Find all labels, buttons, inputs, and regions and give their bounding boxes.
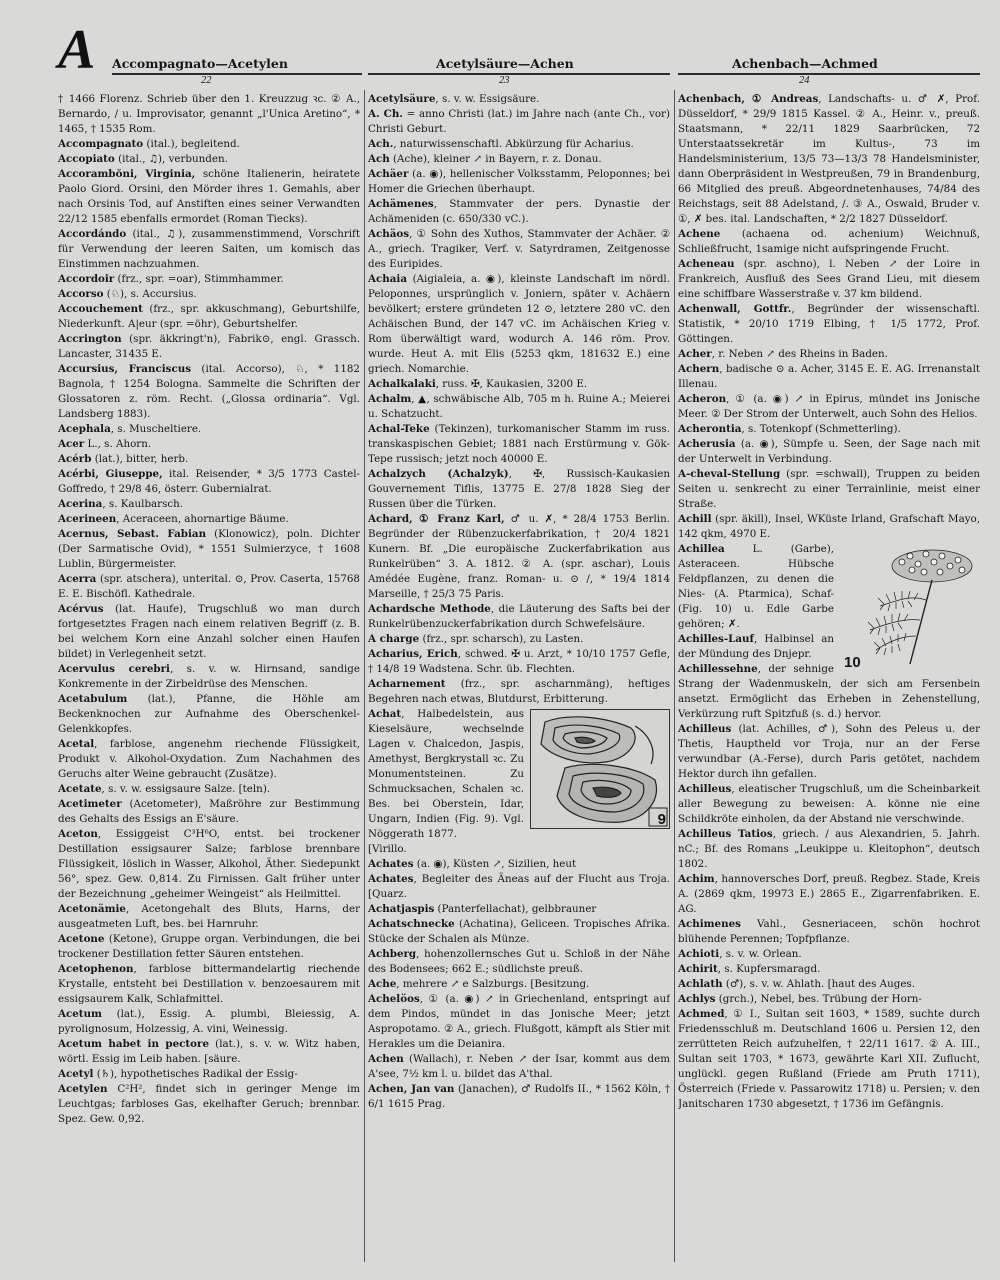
dictionary-entry	[678, 92, 980, 227]
page-number-center: 23	[494, 75, 515, 86]
entry-headword: Ach	[368, 153, 390, 165]
entry-text: , Halbedelstein, aus Kieselsäure, wechselnde Lagen v. Chalcedon, Jaspis, Amethyst, Bergkrystall ꝛc. Zu Monumentsteinen. Zu Schmucksachen, Schalen ꝛc. Bes. bei Oberstein, Idar, Ungarn, Indien (Fig. 9). Vgl. Nöggerath 1877.	[368, 708, 524, 840]
entry-headword: Acérbi, Giuseppe,	[58, 468, 163, 480]
dictionary-entry	[58, 737, 360, 782]
entry-text: , ① Sohn des Xuthos, Stammvater der Achäer. ② A., griech. Tragiker, Verf. v. Satyrdramen, Zeitgenosse des Euripides.	[368, 228, 670, 270]
dictionary-entry	[368, 377, 670, 392]
dictionary-entry	[678, 512, 980, 542]
entry-text: (lat.), Pfanne, die Höhle am Beckenknochen zur Aufnahme des Oberschenkel-Gelenkkopfes.	[58, 693, 360, 735]
header-rule-center	[368, 73, 670, 75]
entry-text: C²H², findet sich in geringer Menge im Leuchtgas; farbloses Gas, ekelhafter Geruch; brennbar. Spez. Gew. 0,92.	[58, 1083, 360, 1125]
dictionary-entry	[368, 917, 670, 947]
entry-text: (Tekinzen), turkomanischer Stamm im russ. transkaspischen Gebiet; 1881 nach Erstürmung v. Gök-Tepe russisch; jetzt noch 40000 E.	[368, 423, 670, 465]
dictionary-entry	[58, 782, 360, 797]
entry-text: (♄), hypothetisches Radikal der Essig-	[93, 1068, 298, 1080]
entry-headword: Achilles-Lauf	[678, 633, 754, 645]
entry-headword: Achmed	[678, 1008, 725, 1020]
entry-text: , Aceraceen, ahornartige Bäume.	[116, 513, 289, 525]
dictionary-entry	[678, 257, 980, 302]
entry-headword: Acetabulum	[58, 693, 128, 705]
entry-text: (spr. atschera), unterital. ⊙, Prov. Caserta, 15768 E. E. Bischöfl. Kathedrale.	[58, 573, 360, 600]
entry-headword: Accorso	[58, 288, 104, 300]
entry-text: (Wallach), r. Neben ↗ der Isar, kommt aus dem A'see, 7½ km l. u. bildet das A'thal.	[368, 1053, 670, 1080]
entry-text: (Janachen), ♂ Rudolfs II., * 1562 Köln, † 6/1 1615 Prag.	[368, 1083, 670, 1110]
dictionary-entry	[58, 272, 360, 287]
entry-headword: Achilleus	[678, 723, 732, 735]
entry-headword: Acherusia	[678, 438, 736, 450]
entry-headword: Accursius, Franciscus	[58, 363, 191, 375]
entry-headword: Achern	[678, 363, 720, 375]
entry-text: (lat.), Essig. A. plumbi, Bleiessig, A. pyrolignosum, Holzessig, A. vini, Weinessig.	[58, 1008, 360, 1035]
entry-text: (achaena od. achenium) Weichnuß, Schließfrucht, 1samige nicht aufspringende Frucht.	[678, 228, 980, 255]
entry-text: L. (Garbe), Asteraceen. Hübsche Feldpflanzen, zu denen die Nies- (A. Ptarmica), Schaf- (Fig. 10) u. Edle Garbe gehören; ✗.	[678, 543, 834, 630]
entry-text: , schwed. ✠ u. Arzt, * 10/10 1757 Gefle, † 14/8 19 Wadstena. Schr. üb. Flechten.	[368, 648, 670, 675]
entry-text: ♂ u. ✗, * 28/4 1753 Berlin. Begründer der Rübenzuckerfabrikation, † 20/4 1821 Kunern. Bf. „Die europäische Zuckerfabrikation aus Runkelrüben“ 3. A. 1812. ② A. (spr. aschar), Louis Amédée Eugène, franz. Roman- u. ⊙ /, * 19/4 1814 Marseille, † 25/3 75 Paris.	[368, 513, 670, 600]
dictionary-entry	[368, 422, 670, 467]
dictionary-entry	[368, 992, 670, 1052]
entry-text: (ital., ♫), verbunden.	[114, 153, 228, 165]
entry-text: = anno Christi (lat.) im Jahre nach (ante Ch., vor) Christi Geburt.	[368, 108, 670, 135]
entry-text: , farblose, angenehm riechende Flüssigkeit, Produkt v. Alkohol-Oxydation. Zum Nachahmen des Geruchs alter Weine gebraucht (Zusätze).	[58, 738, 360, 780]
column-left	[58, 92, 360, 1262]
entry-text: (grch.), Nebel, bes. Trübung der Horn-	[715, 993, 922, 1005]
dictionary-entry	[58, 1037, 360, 1067]
entry-text: (spr. äkill), Insel, WKüste Irland, Grafschaft Mayo, 142 qkm, 4970 E.	[678, 513, 980, 540]
entry-headword: Achates	[368, 858, 414, 870]
entry-headword: Achaia	[368, 273, 408, 285]
entry-headword: Achillessehne	[678, 663, 758, 675]
dictionary-entry	[58, 167, 360, 227]
entry-headword: Achillea	[678, 543, 725, 555]
entry-headword: Achäer	[368, 168, 409, 180]
entry-text: , farblose bittermandelartig riechende Krystalle, entsteht bei Destillation v. benzoesaurem mit essigsaurem Kalk, Schlafmittel.	[58, 963, 360, 1005]
page-number-left: 22	[196, 75, 217, 86]
running-head-right: Achenbach—Achmed	[732, 56, 878, 71]
entry-headword: Acerra	[58, 573, 97, 585]
dictionary-entry	[58, 827, 360, 902]
entry-headword: Achates	[368, 873, 414, 885]
dictionary-entry	[368, 602, 670, 632]
entry-text: , russ. ✠, Kaukasien, 3200 E.	[435, 378, 588, 390]
dictionary-entry	[368, 872, 670, 902]
entry-headword: A-cheval-Stellung	[678, 468, 781, 480]
entry-text: (Aigialeia, a. ◉), kleinste Landschaft im nördl. Peloponnes, ursprünglich v. Joniern, später v. Achäern bevölkert; erstere gründeten 12 ⊙, letztere 280 vC. den Achäischen Bund, der 147 vC. im Achäischen Krieg v. Rom überwältigt ward, wodurch A. 146 röm. Prov. wurde. Heut A. mit Elis (5253 qkm, 181632 E.) eine griech. Nomarchie.	[368, 273, 670, 375]
dictionary-entry	[678, 362, 980, 392]
entry-headword: Achill	[678, 513, 712, 525]
entry-headword: Achäos	[368, 228, 410, 240]
dictionary-entry	[58, 467, 360, 497]
entry-headword: Achelöos	[368, 993, 420, 1005]
dictionary-entry	[678, 917, 980, 947]
entry-text: (Ache), kleiner ↗ in Bayern, r. z. Donau.	[389, 153, 602, 165]
entry-headword: Acetone	[58, 933, 105, 945]
dictionary-entry	[58, 1082, 360, 1127]
dictionary-entry	[368, 107, 670, 137]
entry-headword: Accordoir	[58, 273, 115, 285]
entry-text: [Virillo.	[368, 843, 407, 855]
dictionary-entry	[58, 572, 360, 602]
entry-text: , s. v. w. essigsaure Salze. [teln).	[101, 783, 271, 795]
entry-text: , ▲, schwäbische Alb, 705 m h. Ruine A.; Meierei u. Schatzucht.	[368, 393, 670, 420]
dictionary-entry	[58, 962, 360, 1007]
entry-headword: Accouchement	[58, 303, 143, 315]
dictionary-entry	[58, 797, 360, 827]
column-divider	[674, 90, 675, 1262]
entry-headword: Acheron	[678, 393, 727, 405]
entry-text: (lat. Achilles, ♂), Sohn des Peleus u. der Thetis, Hauptheld vor Troja, nur an der Ferse verwundbar (A.-Ferse), durch Paris getötet, nachdem Hektor durch ihn gefallen.	[678, 723, 980, 780]
entry-headword: Acharius, Erich	[368, 648, 458, 660]
dictionary-entry	[58, 527, 360, 572]
dictionary-entry	[678, 872, 980, 917]
entry-text: (Acetometer), Maßröhre zur Bestimmung des Gehalts des Essigs an E'säure.	[58, 798, 360, 825]
entry-headword: Achlath	[678, 978, 723, 990]
entry-text: (lat. Haufe), Trugschluß wo man durch fortgesetztes Fragen nach einem relativen Begriff (z. B. bei welchem Korn eine Anzahl solcher einen Haufen bildet) in Verlegenheit setzt.	[58, 603, 360, 660]
entry-headword: Acharnement	[368, 678, 446, 690]
entry-headword: Accorambŏni, Virginia,	[58, 168, 196, 180]
entry-text: , s. v. w. Orlean.	[719, 948, 802, 960]
dictionary-entry	[58, 302, 360, 332]
entry-headword: Achberg	[368, 948, 417, 960]
running-head-left: Accompagnato—Acetylen	[112, 56, 288, 71]
entry-text: (lat.), bitter, herb.	[91, 453, 189, 465]
entry-headword: Acerina	[58, 498, 103, 510]
entry-headword: Achalkalaki	[368, 378, 436, 390]
entry-text: (Ketone), Gruppe organ. Verbindungen, die bei trockener Destillation fetter Säuren entstehen.	[58, 933, 360, 960]
dictionary-entry	[678, 422, 980, 437]
entry-text: , naturwissenschaftl. Abkürzung für Acharius.	[393, 138, 634, 150]
entry-text: , s. v. w. Hirnsand, sandige Konkremente in der Zirbeldrüse des Menschen.	[58, 663, 360, 690]
entry-headword: Achioti	[678, 948, 720, 960]
dictionary-entry	[58, 152, 360, 167]
dictionary-entry	[678, 992, 980, 1007]
entry-headword: Achimenes	[678, 918, 741, 930]
dictionary-entry	[58, 902, 360, 932]
entry-text: , s. Muscheltiere.	[110, 423, 202, 435]
entry-headword: Acer	[58, 438, 85, 450]
entry-headword: Acetum	[58, 1008, 102, 1020]
entry-headword: Acetate	[58, 783, 102, 795]
entry-text: , Essiggeist C³H⁶O, entst. bei trockener Destillation essigsaurer Salze; farblose brennbare Flüssigkeit, löslich in Wasser, Alkohol, Äther. Siedepunkt 56°, spez. Gew. 0,814. Zu Firnissen. Galt früher unter der Bezeichnung „geheimer Weingeist“ als Heilmittel.	[58, 828, 360, 900]
entry-text: (spr. aschno), l. Neben ↗ der Loire in Frankreich, Ausfluß des Sees Grand Lieu, mit diesem eine schiffbare Wasserstraße v. 37 km bildend.	[678, 258, 980, 300]
entry-headword: Accrington	[58, 333, 122, 345]
entry-headword: Acernus, Sebast. Fabian	[58, 528, 207, 540]
dictionary-entry	[678, 977, 980, 992]
entry-headword: Achalzych (Achalzyk)	[368, 468, 509, 480]
entry-text: , hannoversches Dorf, preuß. Regbez. Stade, Kreis A. (2869 qkm, 19973 E.) 2865 E., Zigarrenfabriken. E. AG.	[678, 873, 980, 915]
dictionary-entry	[58, 287, 360, 302]
column-right	[678, 92, 980, 1262]
entry-text: (a. ◉), Küsten ↗, Sizilien, heut	[413, 858, 577, 870]
entry-text: , Begleiter des Äneas auf der Flucht aus Troja. [Quarz.	[368, 873, 670, 900]
entry-text: , s. v. w. Essigsäure.	[435, 93, 540, 105]
entry-headword: A charge	[368, 633, 420, 645]
entry-headword: Accopiato	[58, 153, 115, 165]
dictionary-entry	[678, 437, 980, 467]
entry-headword: Achal-Teke	[368, 423, 430, 435]
entry-text: (Panterfellachat), gelbbrauner	[434, 903, 597, 915]
dictionary-entry	[368, 152, 670, 167]
entry-headword: Acetyl	[58, 1068, 94, 1080]
dictionary-entry	[58, 662, 360, 692]
entry-headword: Acher	[678, 348, 712, 360]
entry-text: (lat.), s. v. w. Witz haben, wörtl. Essig im Leib haben. [säure.	[58, 1038, 360, 1065]
entry-text: , badische ⊙ a. Acher, 3145 E. E. AG. Irrenanstalt Illenau.	[678, 363, 980, 390]
entry-text: , ① (a. ◉) ↗ in Epirus, mündet ins Jonische Meer. ② Der Strom der Unterwelt, auch Sohn des Helios.	[678, 393, 980, 420]
entry-text: (♂), s. v. w. Ahlath. [haut des Auges.	[722, 978, 915, 990]
entry-text: , ① I., Sultan seit 1603, * 1589, suchte durch Friedensschluß m. Deutschland 1606 u. Persien 12, den zerrütteten Reich aufzuhelfen, † 22/11 1617. ② A. III., Sultan seit 1703, * 1673, gewährte Karl XII. Zuflucht, unglückl. gegen Rußland (Friede am Pruth 1711), Österreich (Friede v. Passarowitz 1718) u. Persien; v. den Janitscharen 1730 abgesetzt, † 1736 im Gefängnis.	[678, 1008, 980, 1110]
dictionary-entry	[58, 437, 360, 452]
dictionary-entry	[58, 422, 360, 437]
entry-text: (ital., ♫), zusammenstimmend, Vorschrift für Verwendung der leeren Saiten, um komisch das Einstimmen nachzuahmen.	[58, 228, 360, 270]
entry-text: Vahl., Gesneriaceen, schön hochrot blühende Perennen; Topfpflanze.	[678, 918, 980, 945]
entry-text: , Stammvater der pers. Dynastie der Achämeniden (c. 650/330 vC.).	[368, 198, 670, 225]
header-rule-right	[678, 73, 980, 75]
dictionary-entry	[368, 272, 670, 377]
dictionary-entry	[58, 452, 360, 467]
agate-figure	[530, 709, 670, 829]
entry-text: schöne Italienerin, heiratete Paolo Giord. Orsini, den Mörder ihres 1. Gemahls, aber nach Orsinis Tod, auf Anstiften eines seiner Verwandten 22/12 1585 ebenfalls ermordet (Roman Tiecks).	[58, 168, 360, 225]
entry-text: , die Läuterung des Safts bei der Runkelrübenzuckerfabrikation durch Schwefelsäure.	[368, 603, 670, 630]
entry-headword: Acetimeter	[58, 798, 122, 810]
entry-text: (spr. =schwall), Truppen zu beiden Seiten u. senkrecht zu einer Terrainlinie, meist einer Straße.	[678, 468, 980, 510]
entry-headword: Achilleus	[678, 783, 732, 795]
entry-headword: Accordándo	[58, 228, 127, 240]
dictionary-entry	[678, 962, 980, 977]
dictionary-entry	[368, 1052, 670, 1082]
dictionary-entry	[678, 302, 980, 347]
entry-text: L., s. Ahorn.	[84, 438, 152, 450]
dictionary-entry	[368, 1082, 670, 1112]
entry-text: , s. Totenkopf (Schmetterling).	[741, 423, 901, 435]
entry-text: , s. Kaulbarsch.	[102, 498, 184, 510]
entry-text: (frz., spr. scharsch), zu Lasten.	[419, 633, 584, 645]
entry-text: , hohenzollernsches Gut u. Schloß in der Nähe des Bodensees; 662 E.; südlichste preuß.	[368, 948, 670, 975]
dictionary-entry	[368, 632, 670, 647]
entry-headword: Achen, Jan van	[368, 1083, 455, 1095]
dictionary-entry	[368, 647, 670, 677]
entry-text: , Acetongehalt des Bluts, Harns, der ausgeatmeten Luft, bes. bei Harnruhr.	[58, 903, 360, 930]
entry-headword: Achirit	[678, 963, 718, 975]
achillea-figure	[840, 544, 980, 672]
entry-headword: Acetal	[58, 738, 95, 750]
dictionary-entry	[368, 857, 670, 872]
entry-text: , Begründer der wissenschaftl. Statistik, * 20/10 1719 Elbing, † 1/5 1772, Prof. Göttingen.	[678, 303, 980, 345]
figure-number-9: 9	[657, 811, 666, 828]
entry-headword: Achard, ① Franz Karl,	[368, 513, 505, 525]
entry-headword: Achat	[368, 708, 402, 720]
dictionary-entry	[368, 677, 670, 707]
entry-text: , ① (a. ◉) ↗ in Griechenland, entspringt auf dem Pindos, mündet in das Jonische Meer; jetzt Aspropotamo. ② A., griech. Flußgott, kämpft als Stier mit Herakles um die Deianira.	[368, 993, 670, 1050]
entry-headword: Achatschnecke	[368, 918, 455, 930]
entry-headword: Achenbach, ① Andreas	[678, 93, 819, 105]
entry-headword: Achlys	[678, 993, 716, 1005]
entry-text: ital. Reisender, * 3/5 1773 Castel-Goffredo, † 29/8 46, österr. Gubernialrat.	[58, 468, 360, 495]
dictionary-entry	[58, 227, 360, 272]
entry-text: (frz., spr. =oar), Stimmhammer.	[114, 273, 284, 285]
dictionary-entry	[58, 512, 360, 527]
entry-text: , s. Kupfersmaragd.	[717, 963, 821, 975]
column-center	[368, 92, 670, 1262]
achillea-illustration	[840, 544, 980, 672]
entry-headword: Aceton	[58, 828, 98, 840]
dictionary-entry	[58, 137, 360, 152]
entry-headword: Achardsche Methode	[368, 603, 491, 615]
dictionary-entry	[58, 692, 360, 737]
dictionary-entry	[368, 392, 670, 422]
entry-headword: Acheneau	[678, 258, 735, 270]
dictionary-entry	[678, 782, 980, 827]
dictionary-entry	[58, 497, 360, 512]
figure-number-10: 10	[844, 654, 861, 671]
dictionary-entry	[58, 1007, 360, 1037]
entry-headword: Acetonämie	[58, 903, 126, 915]
entry-headword: Achenwall, Gottfr.	[678, 303, 792, 315]
entry-headword: Acherontia	[678, 423, 742, 435]
entry-headword: Acetum habet in pectore	[58, 1038, 210, 1050]
entry-text: , der sehnige Strang der Wadenmuskeln, der sich am Fersenbein ansetzt. Ermöglicht das Erheben in Zehenstellung, Verkürzung ruft Spitzfuß (s. d.) hervor.	[678, 663, 980, 720]
entry-headword: Acerineen	[58, 513, 117, 525]
dictionary-entry	[368, 467, 670, 512]
dictionary-entry	[678, 722, 980, 782]
dictionary-entry	[58, 92, 360, 137]
agate-illustration	[531, 710, 669, 828]
entry-text: (♘), s. Accursius.	[103, 288, 197, 300]
entry-text: , mehrere ↗ e Salzburgs. [Besitzung.	[396, 978, 590, 990]
entry-text: (a. ◉), hellenischer Volksstamm, Peloponnes; bei Homer die Griechen überhaupt.	[368, 168, 670, 195]
entry-headword: Acérb	[58, 453, 92, 465]
dictionary-entry	[368, 197, 670, 227]
column-divider	[364, 90, 365, 1262]
entry-headword: Achalm	[368, 393, 412, 405]
entry-text: (ital. Accorso), ♘, * 1182 Bagnola, † 1254 Bologna. Sammelte die Schriften der Glossatoren z. röm. Recht. („Glossa ordinaria“. Vgl. Landsberg 1883).	[58, 363, 360, 420]
entry-headword: Achämenes	[368, 198, 434, 210]
dictionary-entry	[368, 947, 670, 977]
dictionary-entry	[368, 902, 670, 917]
entry-headword: Achilleus Tatios	[678, 828, 773, 840]
entry-text: (Klonowicz), poln. Dichter (Der Sarmatische Ovid), * 1551 Sulmierzyce, † 1608 Lublin, Bürgermeister.	[58, 528, 360, 570]
dictionary-entry	[368, 512, 670, 602]
entry-headword: Achim	[678, 873, 715, 885]
entry-headword: Acetylen	[58, 1083, 108, 1095]
dictionary-entry	[368, 92, 670, 107]
dictionary-entry	[58, 932, 360, 962]
entry-headword: Achene	[678, 228, 721, 240]
section-letter: A	[58, 19, 96, 81]
entry-text: † 1466 Florenz. Schrieb über den 1. Kreuzzug ꝛc. ② A., Bernardo, / u. Improvisator, genannt „l'Unica Aretino“, * 1465, † 1535 Rom.	[58, 93, 360, 135]
dictionary-entry	[678, 827, 980, 872]
entry-headword: Ach.	[368, 138, 394, 150]
entry-text: (a. ◉), Sümpfe u. Seen, der Sage nach mit der Unterwelt in Verbindung.	[678, 438, 980, 465]
entry-headword: Achatjaspis	[368, 903, 435, 915]
entry-headword: Acetylsäure	[368, 93, 436, 105]
entry-headword: A. Ch.	[368, 108, 403, 120]
entry-headword: Acetophenon	[58, 963, 134, 975]
dictionary-entry	[58, 1067, 360, 1082]
dictionary-entry	[678, 467, 980, 512]
dictionary-entry	[58, 362, 360, 422]
dictionary-entry	[368, 842, 670, 857]
entry-text: , eleatischer Trugschluß, um die Scheinbarkeit aller Bewegung zu beweisen: A. könne nie eine Schildkröte einholen, da der Abstand nie verschwinde.	[678, 783, 980, 825]
dictionary-entry	[58, 602, 360, 662]
entry-text: , Landschafts- u. ♂ ✗, Prof. Düsseldorf, * 29/9 1815 Kassel. ② A., Heinr. v., preuß. Staatsmann, * 22/11 1829 Saarbrücken, 72 Unterstaatssekretär im Kultus-, 73 im Handelsministerium, 13/5 73—13/3 78 Handelsminister, dann Oberpräsident in Westpreußen, 79 in Brandenburg, 66 Mitglied des preuß. Abgeordnetenhauses, 74/84 des Reichstags, seit 88 Adelstand, /. ③ A., Oswald, Bruder v. ①, ✗ bes. ital. Landschaften, * 2/2 1827 Düsseldorf.	[678, 93, 980, 225]
entry-text: , griech. / aus Alexandrien, 5. Jahrh. nC.; Bf. des Romans „Leukippe u. Kleitophon“, deutsch 1802.	[678, 828, 980, 870]
entry-headword: Accompagnato	[58, 138, 144, 150]
entry-text: (frz., spr. akkuschmang), Geburtshilfe, Niederkunft. A|eur (spr. =öhr), Geburtshelfer.	[58, 303, 360, 330]
dictionary-entry	[678, 347, 980, 362]
entry-text: (ital.), begleitend.	[143, 138, 240, 150]
entry-text: (frz., spr. ascharnmäng), heftiges Begehren nach etwas, Blutdurst, Erbitterung.	[368, 678, 670, 705]
page-number-right: 24	[794, 75, 815, 86]
entry-text: , Halbinsel an der Mündung des Dnjepr.	[678, 633, 834, 660]
entry-headword: Ache	[368, 978, 397, 990]
dictionary-entry	[368, 977, 670, 992]
entry-headword: Acervulus cerebri	[58, 663, 170, 675]
entry-text: (spr. äkkringt'n), Fabrik⊙, engl. Grassch. Lancaster, 31435 E.	[58, 333, 360, 360]
dictionary-entry	[678, 947, 980, 962]
dictionary-entry	[678, 392, 980, 422]
entry-text: , r. Neben ↗ des Rheins in Baden.	[711, 348, 888, 360]
dictionary-entry	[678, 1007, 980, 1112]
entry-text: , ✠, Russisch-Kaukasien Gouvernement Tiflis, 13775 E. 27/8 1828 Sieg der Russen über die Türken.	[368, 468, 670, 510]
dictionary-entry	[368, 227, 670, 272]
entry-headword: Acérvus	[58, 603, 104, 615]
dictionary-entry	[678, 227, 980, 257]
dictionary-entry	[368, 137, 670, 152]
running-head-center: Acetylsäure—Achen	[436, 56, 574, 71]
entry-headword: Achen	[368, 1053, 404, 1065]
dictionary-entry	[368, 167, 670, 197]
header-rule-left	[112, 73, 362, 75]
dictionary-entry	[58, 332, 360, 362]
entry-text: (Achatina), Geliceen. Tropisches Afrika. Stücke der Schalen als Münze.	[368, 918, 670, 945]
entry-headword: Acephala	[58, 423, 111, 435]
